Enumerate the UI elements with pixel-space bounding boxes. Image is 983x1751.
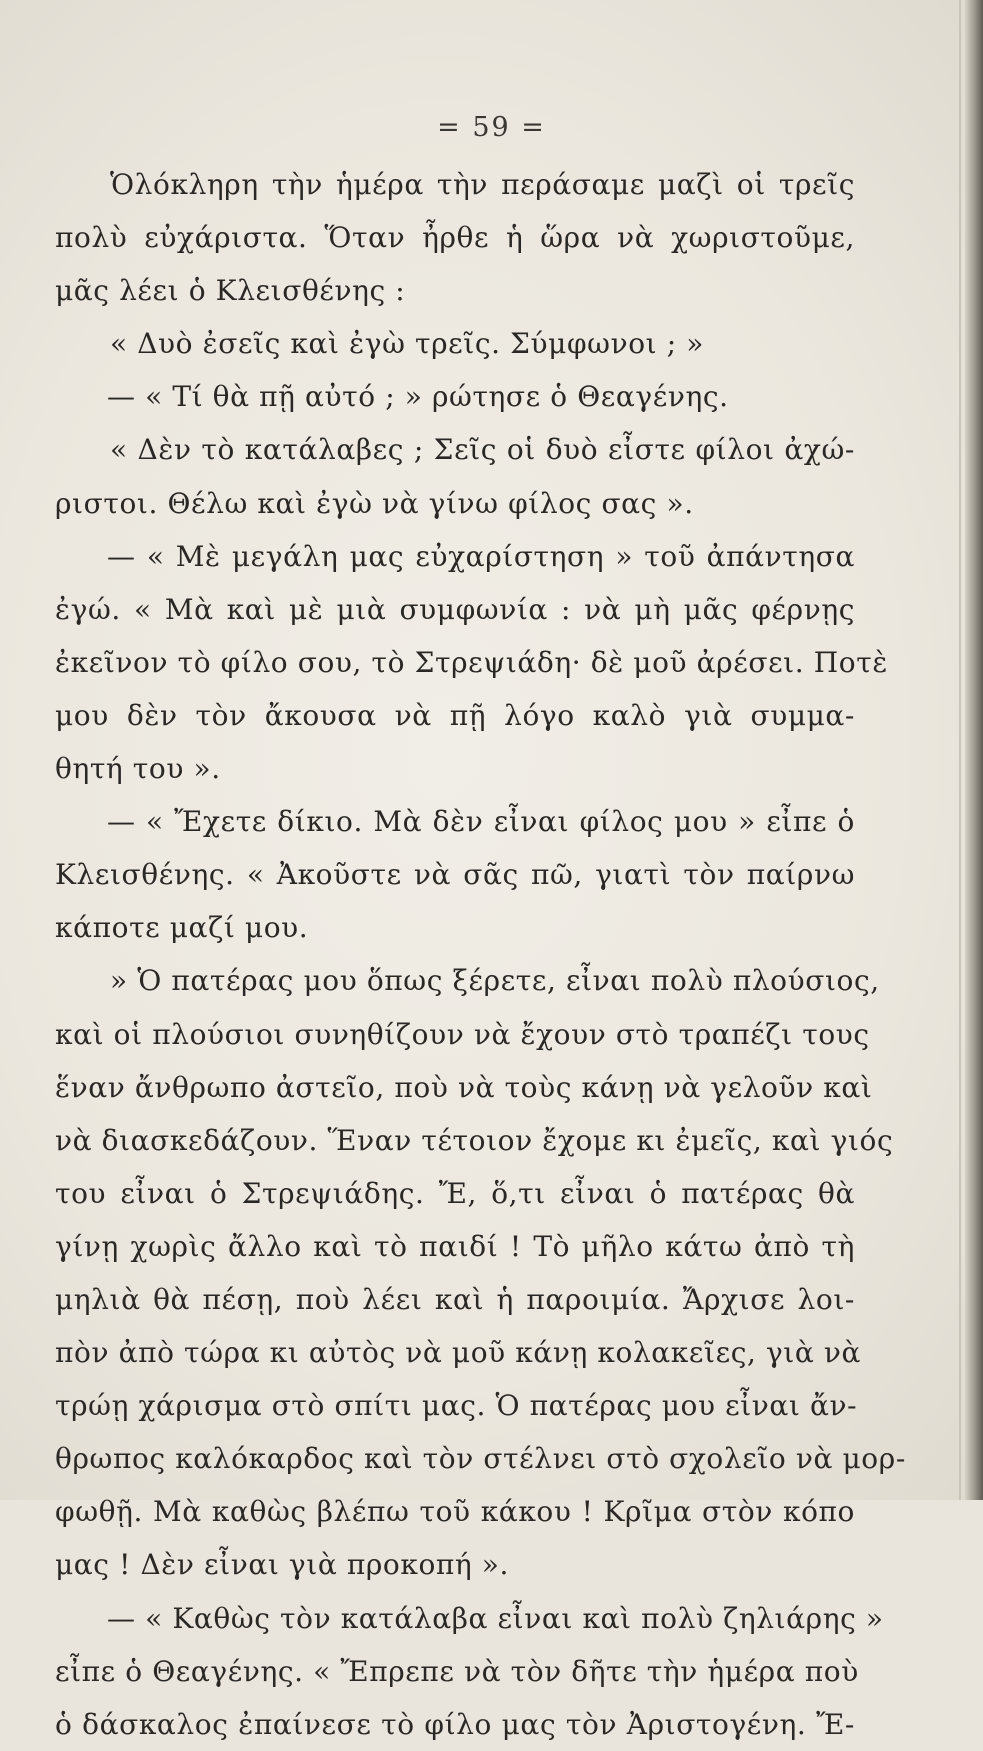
text-line: Κλεισθένης. « Ἀκοῦστε νὰ σᾶς πῶ, γιατὶ τὸν παίρνω: [55, 858, 855, 892]
text-line: φωθῇ. Μὰ καθὼς βλέπω τοῦ κάκου ! Κρῖμα στὸν κόπο: [55, 1495, 855, 1529]
text-line: « Δυὸ ἐσεῖς καὶ ἐγὼ τρεῖς. Σύμφωνοι ; »: [110, 327, 705, 361]
text-line: καὶ οἱ πλούσιοι συνηθίζουν νὰ ἔχουν στὸ τραπέζι τους: [55, 1017, 870, 1051]
text-line: θρωπος καλόκαρδος καὶ τὸν στέλνει στὸ σχολεῖο νὰ μορ-: [55, 1442, 906, 1476]
text-line: ἕναν ἄνθρωπο ἀστεῖο, ποὺ νὰ τοὺς κάνῃ νὰ γελοῦν καὶ: [55, 1070, 873, 1104]
text-line: » Ὁ πατέρας μου ὅπως ξέρετε, εἶναι πολὺ πλούσιος,: [110, 964, 880, 998]
text-line: — « Τί θὰ πῇ αὐτό ; » ρώτησε ὁ Θεαγένης.: [107, 380, 729, 414]
text-line: ἐκεῖνον τὸ φίλο σου, τὸ Στρεψιάδη· δὲ μοῦ ἀρέσει. Ποτὲ: [55, 645, 888, 679]
text-line: Ὁλόκληρη τὴν ἡμέρα τὴν περάσαμε μαζὶ οἱ τρεῖς: [110, 168, 855, 201]
text-line: « Δὲν τὸ κατάλαβες ; Σεῖς οἱ δυὸ εἶστε φίλοι ἀχώ-: [110, 433, 855, 467]
text-line: μᾶς λέει ὁ Κλεισθένης :: [55, 274, 406, 308]
text-line: εἶπε ὁ Θεαγένης. « Ἔπρεπε νὰ τὸν δῆτε τὴν ἡμέρα ποὺ: [55, 1654, 859, 1688]
text-line: μηλιὰ θὰ πέσῃ, ποὺ λέει καὶ ἡ παροιμία. Ἄρχισε λοι-: [55, 1282, 855, 1316]
text-line: πολὺ εὐχάριστα. Ὅταν ἦρθε ἡ ὥρα νὰ χωριστοῦμε,: [55, 221, 855, 255]
text-line: γίνῃ χωρὶς ἄλλο καὶ τὸ παιδί ! Τὸ μῆλο κάτω ἀπὸ τὴ: [55, 1229, 855, 1263]
text-line: νὰ διασκεδάζουν. Ἕναν τέτοιον ἔχομε κι ἐμεῖς, καὶ γιός: [55, 1123, 894, 1157]
text-line: τρώῃ χάρισμα στὸ σπίτι μας. Ὁ πατέρας μου εἶναι ἄν-: [55, 1389, 858, 1423]
text-line: μας ! Δὲν εἶναι γιὰ προκοπή ».: [55, 1548, 510, 1582]
text-line: — « Καθὼς τὸν κατάλαβα εἶναι καὶ πολὺ ζηλιάρης »: [107, 1601, 884, 1635]
text-line: ριστοι. Θέλω καὶ ἐγὼ νὰ γίνω φίλος σας ».: [55, 486, 694, 520]
page-number: = 59 =: [437, 112, 546, 143]
text-line: κάποτε μαζί μου.: [55, 911, 309, 945]
body-text: [55, 158, 906, 1751]
text-line: ὁ δάσκαλος ἐπαίνεσε τὸ φίλο μας τὸν Ἀριστογένη. Ἔ-: [55, 1707, 855, 1741]
text-line: — « Μὲ μεγάλη μας εὐχαρίστηση » τοῦ ἀπάντησα: [107, 539, 855, 573]
text-line: ἐγώ. « Μὰ καὶ μὲ μιὰ συμφωνία : νὰ μὴ μᾶς φέρνῃς: [55, 592, 855, 626]
text-line: μου δὲν τὸν ἄκουσα νὰ πῇ λόγο καλὸ γιὰ συμμα-: [55, 698, 855, 732]
text-line: του εἶναι ὁ Στρεψιάδης. Ἔ, ὅ,τι εἶναι ὁ πατέρας θὰ: [55, 1176, 855, 1210]
text-line: θητή του ».: [55, 752, 221, 786]
book-spine: [965, 0, 983, 1500]
page-edge-line: [959, 0, 961, 1500]
text-line: πὸν ἀπὸ τώρα κι αὐτὸς νὰ μοῦ κάνῃ κολακεῖες, γιὰ νὰ: [55, 1336, 862, 1370]
text-line: — « Ἔχετε δίκιο. Μὰ δὲν εἶναι φίλος μου » εἶπε ὁ: [107, 805, 855, 839]
